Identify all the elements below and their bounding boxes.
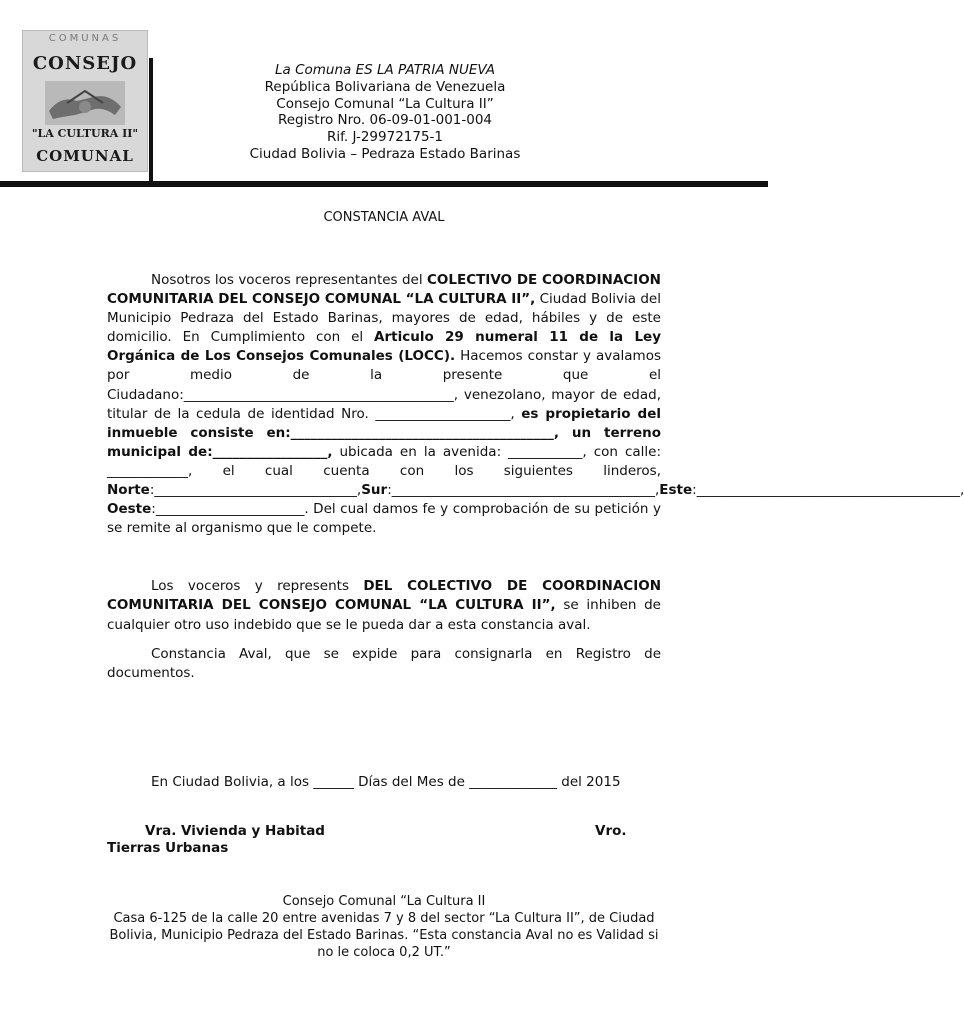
logo-text-comunal: COMUNAL [36, 147, 134, 165]
paragraph-purpose: Constancia Aval, que se expide para consignarla en Registro de documentos. [107, 645, 661, 681]
paragraph-certification: Nosotros los voceros representantes del COLECTIVO DE COORDINACION COMUNITARIA DEL CONSEJO COMUNAL “LA CULTURA II”, Ciudad Bolivia del Municipio Pedraza del Estado Barinas, mayores de edad, hábiles y de este domicilio. En Cumplimiento con el Articulo 29 numeral 11 de la Ley Orgánica de Los Consejos Comunales (LOCC). Hacemos constar y avalamos por medio de la presente que el Ciudadano:________________________________________, venezolano, mayor de edad, titular de la cedula de identidad Nro. ____________________, es propietario del inmueble consiste en:_______________________________________, un terreno municipal de:_________________, ubicada en la avenida: ___________, con calle: ____________, el cual cuenta con los siguientes linderos, Norte:______________________________,Sur:_______________________________________,Este:_______________________________________, Oeste:______________________. Del cual damos fe y comprobación de su petición y se remite al organismo que le compete. [107, 272, 964, 537]
signature-vivienda: Vra. Vivienda y Habitad [145, 823, 325, 839]
document-body [107, 271, 964, 683]
logo-text-consejo: CONSEJO [32, 53, 138, 74]
letterhead [200, 62, 570, 163]
footer [100, 893, 668, 961]
letterhead-registry: Registro Nro. 06-09-01-001-004 [277, 112, 493, 129]
document-title: CONSTANCIA AVAL [323, 210, 445, 225]
signature-tierras-urbanas: Tierras Urbanas [107, 840, 229, 856]
footer-address: Casa 6-125 de la calle 20 entre avenidas 7 y 8 del sector “La Cultura II”, de Ciudad Bolivia, Municipio Pedraza del Estado Barinas. “Esta constancia Aval no es Validad si no le coloca 0,2 UT.” [109, 911, 659, 960]
date-line: En Ciudad Bolivia, a los ______ Días del Mes de _____________ del 2015 [151, 774, 621, 790]
letterhead-location: Ciudad Bolivia – Pedraza Estado Barinas [249, 145, 521, 162]
footer-council: Consejo Comunal “La Cultura II [282, 894, 486, 909]
letterhead-council-name: Consejo Comunal “La Cultura II” [276, 95, 494, 112]
logo-text-la-cultura: "LA CULTURA II" [31, 127, 139, 140]
logo-arc-text: COMUNAS [48, 33, 122, 44]
paragraph-disclaimer: Los voceros y represents DEL COLECTIVO DE COORDINACION COMUNITARIA DEL CONSEJO COMUNAL “LA CULTURA II”, se inhiben de cualquier otro uso indebido que se le pueda dar a esta constancia aval. [107, 578, 661, 633]
header-horizontal-rule [0, 181, 768, 187]
council-logo [22, 30, 148, 172]
letterhead-rif: Rif. J-29972175-1 [326, 129, 444, 146]
handshake-icon [45, 81, 125, 125]
letterhead-motto: La Comuna ES LA PATRIA NUEVA [275, 62, 495, 78]
header-vertical-rule [149, 58, 153, 182]
signature-vro: Vro. [595, 823, 627, 839]
letterhead-country: República Bolivariana de Venezuela [264, 78, 506, 95]
